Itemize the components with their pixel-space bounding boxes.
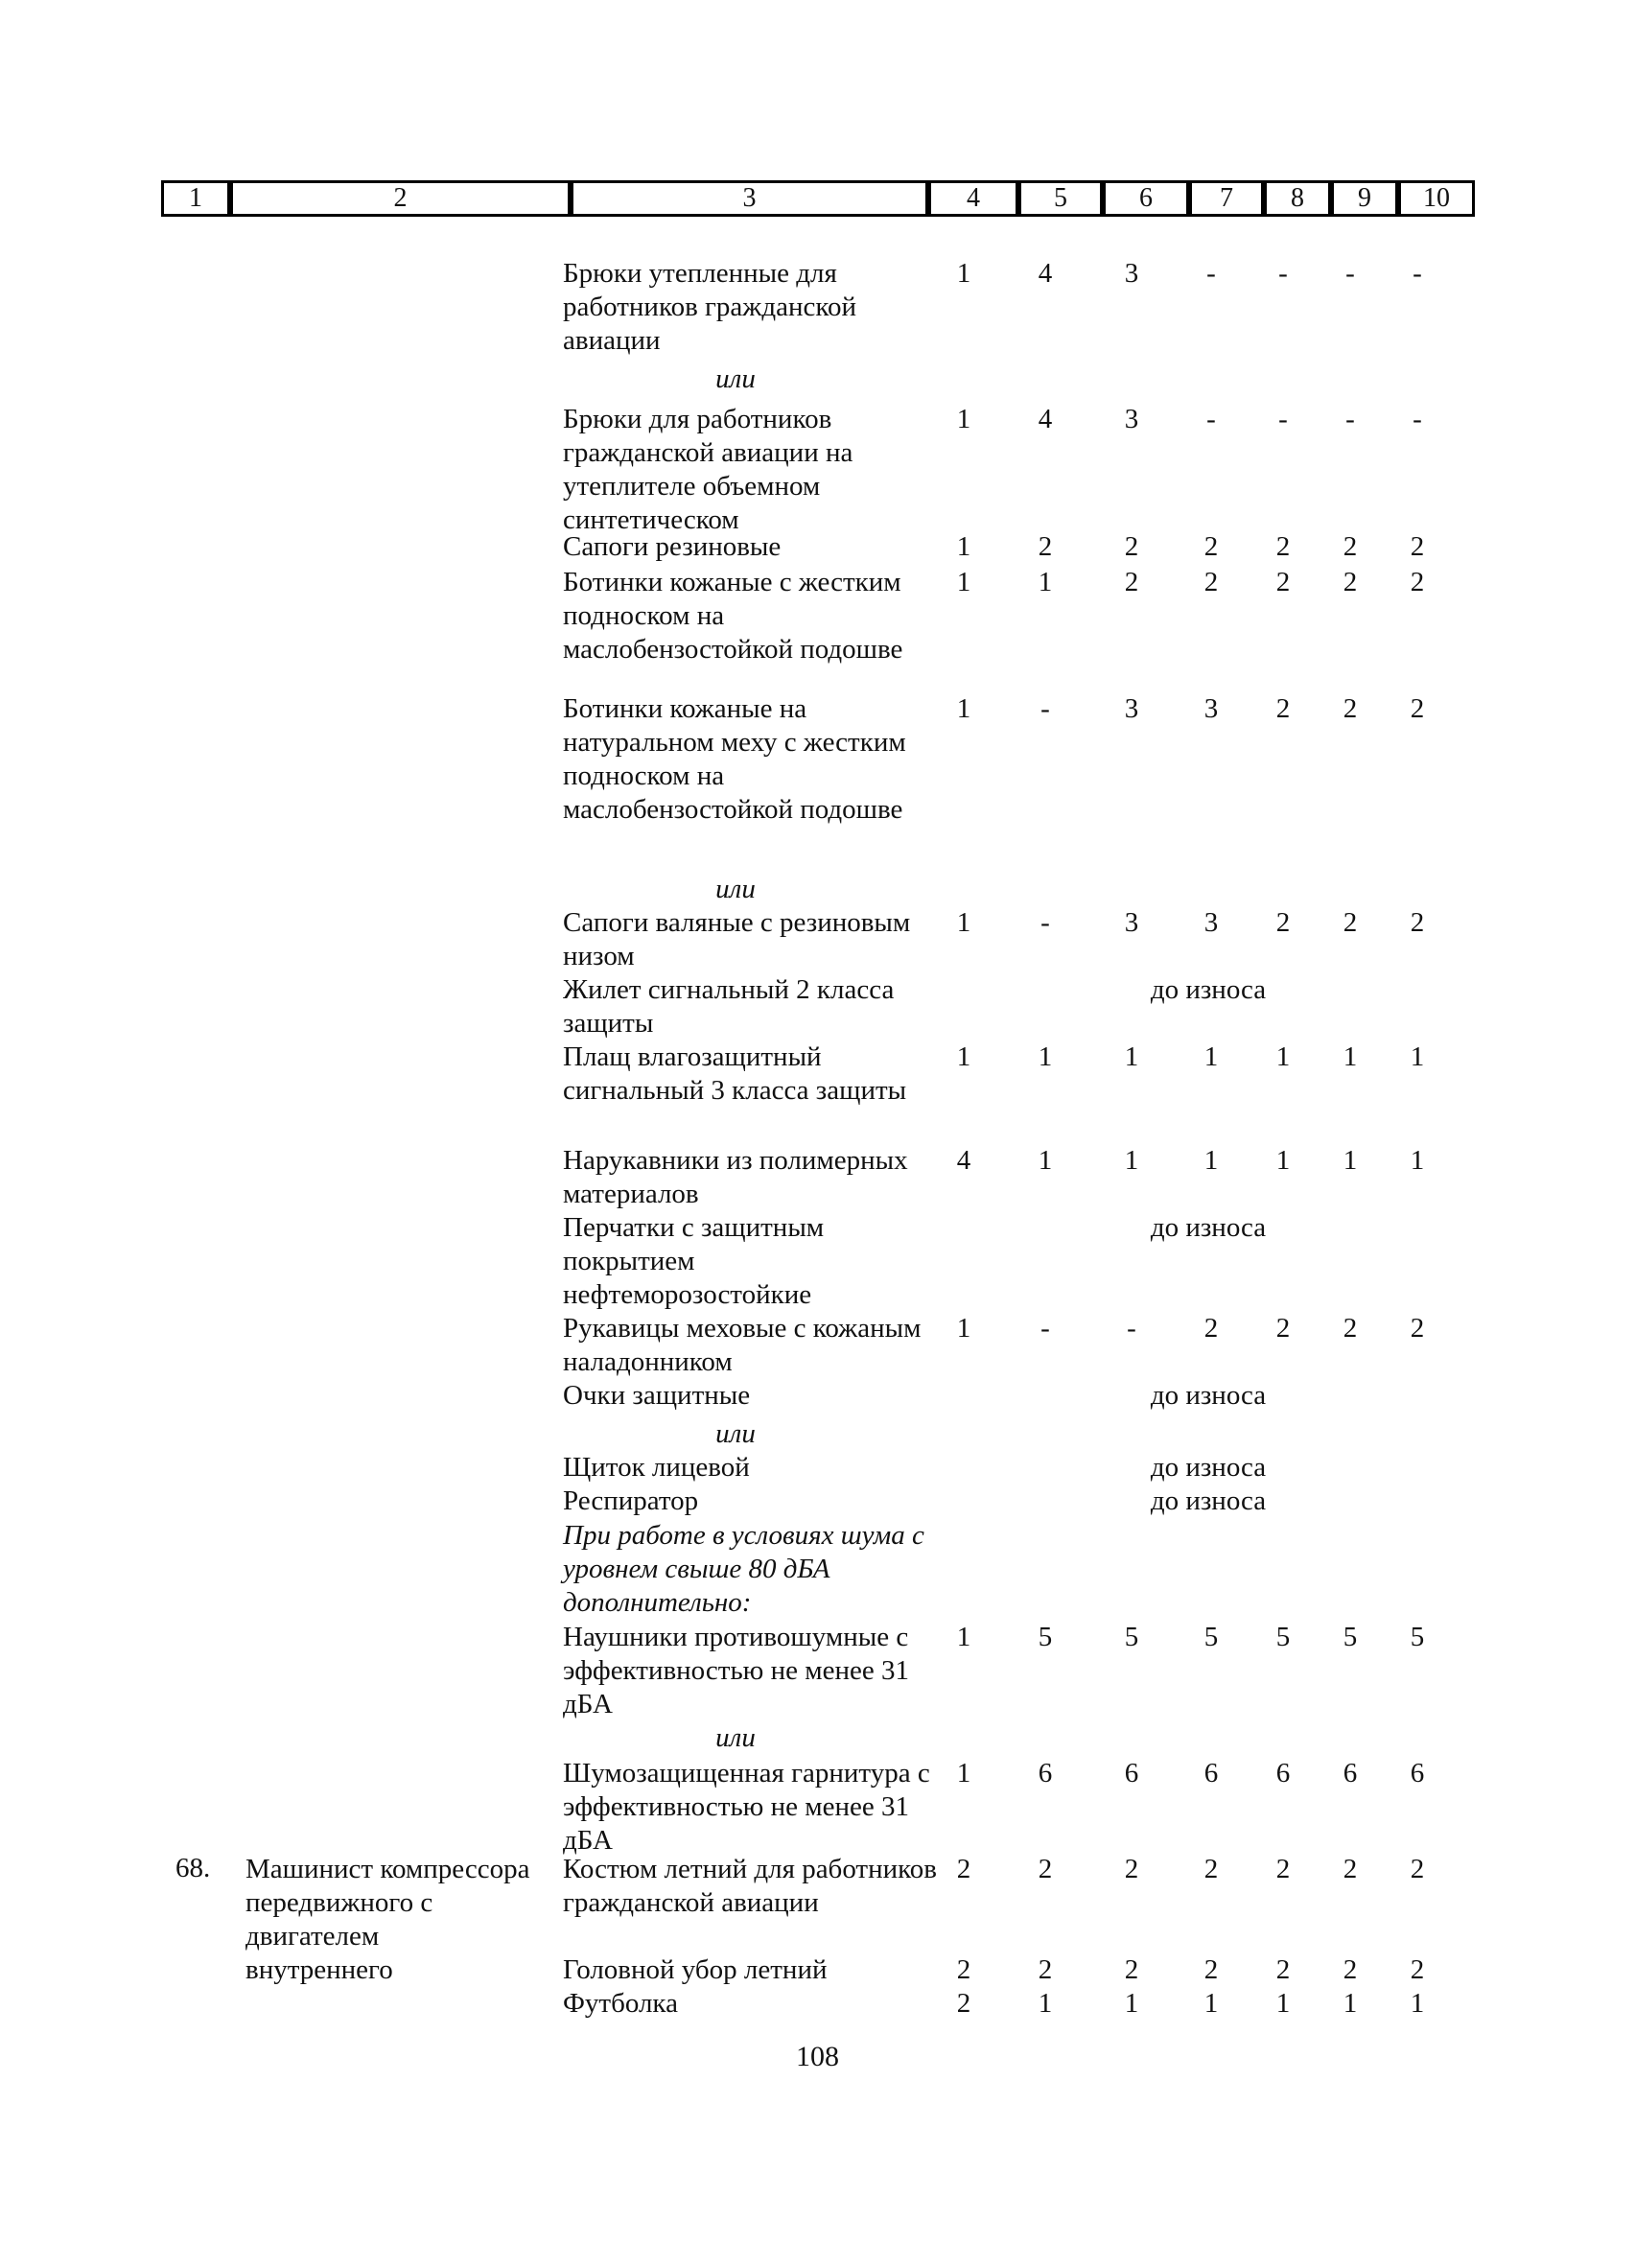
value-cell: 3 bbox=[1124, 404, 1139, 434]
value-cell: 2 bbox=[956, 1954, 971, 1985]
value-cell: 5 bbox=[1124, 1622, 1139, 1652]
value-cell: 1 bbox=[1038, 567, 1053, 597]
header-col-5: 5 bbox=[1018, 180, 1103, 217]
value-cell: 2 bbox=[1275, 567, 1291, 597]
value-cell: 2 bbox=[1410, 567, 1425, 597]
value-cell: 3 bbox=[1203, 693, 1219, 724]
value-cell: 2 bbox=[1410, 1854, 1425, 1884]
value-cell: 1 bbox=[1410, 1145, 1425, 1176]
value-cell: 1 bbox=[1343, 1988, 1358, 2019]
or-separator: или bbox=[715, 874, 756, 904]
item-name: Наушники противошумные с эффективностью не менее 31 дБА bbox=[563, 1622, 909, 1719]
value-cell: 1 bbox=[1038, 1988, 1053, 2019]
value-cell: 1 bbox=[1410, 1988, 1425, 2019]
value-cell: 2 bbox=[1124, 567, 1139, 597]
value-cell: 2 bbox=[1124, 1854, 1139, 1884]
value-cell: 2 bbox=[956, 1854, 971, 1884]
value-cell: 2 bbox=[1410, 1954, 1425, 1985]
or-separator: или bbox=[715, 1418, 756, 1449]
value-cell: 1 bbox=[956, 907, 971, 938]
value-cell: 6 bbox=[1343, 1758, 1358, 1789]
profession-name: Машинист компрессора передвижного с двигателем внутреннего bbox=[245, 1854, 530, 1985]
value-cell: 6 bbox=[1124, 1758, 1139, 1789]
page-number: 108 bbox=[796, 2041, 839, 2072]
value-cell: 1 bbox=[1124, 1145, 1139, 1176]
value-cell: - bbox=[1206, 404, 1216, 434]
value-cell: 2 bbox=[1343, 1954, 1358, 1985]
item-name: Жилет сигнальный 2 класса защиты bbox=[563, 974, 895, 1039]
value-cell: 2 bbox=[1203, 1313, 1219, 1344]
header-col-7: 7 bbox=[1189, 180, 1264, 217]
value-cell: 2 bbox=[1343, 531, 1358, 562]
value-cell: 1 bbox=[1343, 1145, 1358, 1176]
header-col-8: 8 bbox=[1264, 180, 1331, 217]
value-cell: 2 bbox=[1275, 907, 1291, 938]
or-separator: или bbox=[715, 1722, 756, 1753]
value-cell: 4 bbox=[1038, 258, 1053, 289]
value-cell: 5 bbox=[1343, 1622, 1358, 1652]
value-cell: 2 bbox=[1410, 907, 1425, 938]
value-cell: 1 bbox=[1203, 1145, 1219, 1176]
header-col-3: 3 bbox=[571, 180, 928, 217]
value-cell: - bbox=[1040, 907, 1050, 938]
value-cell: 6 bbox=[1410, 1758, 1425, 1789]
item-name: Щиток лицевой bbox=[563, 1452, 750, 1483]
item-name: Футболка bbox=[563, 1988, 678, 2019]
value-cell: 3 bbox=[1203, 907, 1219, 938]
value-cell: 1 bbox=[1124, 1041, 1139, 1072]
header-col-1: 1 bbox=[161, 180, 230, 217]
until-worn-cell: до износа bbox=[1150, 1485, 1267, 1516]
row-number: 68. bbox=[175, 1853, 211, 1883]
item-name: Очки защитные bbox=[563, 1380, 751, 1411]
value-cell: 2 bbox=[1038, 531, 1053, 562]
value-cell: 6 bbox=[1038, 1758, 1053, 1789]
item-name: Ботинки кожаные с жестким подноском на маслобензостойкой подошве bbox=[563, 567, 903, 665]
item-name: Брюки для работников гражданской авиации на утеплителе объемном синтетическом bbox=[563, 404, 853, 535]
value-cell: 3 bbox=[1124, 258, 1139, 289]
value-cell: 1 bbox=[1203, 1041, 1219, 1072]
value-cell: - bbox=[1413, 404, 1422, 434]
value-cell: 5 bbox=[1275, 1622, 1291, 1652]
value-cell: 2 bbox=[1275, 1954, 1291, 1985]
value-cell: - bbox=[1040, 1313, 1050, 1344]
header-col-4: 4 bbox=[928, 180, 1018, 217]
value-cell: 2 bbox=[1410, 693, 1425, 724]
header-col-6: 6 bbox=[1103, 180, 1189, 217]
value-cell: 1 bbox=[956, 567, 971, 597]
value-cell: 3 bbox=[1124, 907, 1139, 938]
item-name: Костюм летний для работников гражданской авиации bbox=[563, 1854, 937, 1918]
item-name: Шумозащищенная гарнитура с эффективностью не менее 31 дБА bbox=[563, 1758, 930, 1856]
value-cell: 1 bbox=[956, 404, 971, 434]
value-cell: 2 bbox=[1275, 531, 1291, 562]
value-cell: 1 bbox=[1275, 1145, 1291, 1176]
until-worn-cell: до износа bbox=[1150, 1452, 1267, 1483]
value-cell: 2 bbox=[956, 1988, 971, 2019]
value-cell: 4 bbox=[1038, 404, 1053, 434]
item-name: Рукавицы меховые с кожаным наладонником bbox=[563, 1313, 922, 1377]
until-worn-cell: до износа bbox=[1150, 1380, 1267, 1411]
value-cell: 4 bbox=[956, 1145, 971, 1176]
value-cell: 6 bbox=[1203, 1758, 1219, 1789]
value-cell: 1 bbox=[956, 1041, 971, 1072]
value-cell: 2 bbox=[1203, 1854, 1219, 1884]
value-cell: 2 bbox=[1343, 1313, 1358, 1344]
until-worn-cell: до износа bbox=[1150, 974, 1267, 1005]
or-separator: или bbox=[715, 363, 756, 394]
item-name: Респиратор bbox=[563, 1485, 699, 1516]
value-cell: 2 bbox=[1343, 907, 1358, 938]
value-cell: 2 bbox=[1343, 567, 1358, 597]
value-cell: 2 bbox=[1124, 531, 1139, 562]
value-cell: 1 bbox=[956, 1622, 971, 1652]
item-name: Брюки утепленные для работников гражданской авиации bbox=[563, 258, 856, 356]
value-cell: 6 bbox=[1275, 1758, 1291, 1789]
value-cell: 2 bbox=[1343, 1854, 1358, 1884]
value-cell: 5 bbox=[1203, 1622, 1219, 1652]
value-cell: 2 bbox=[1203, 1954, 1219, 1985]
header-col-9: 9 bbox=[1331, 180, 1398, 217]
value-cell: - bbox=[1345, 404, 1355, 434]
item-name: При работе в условиях шума с уровнем свыше 80 дБА дополнительно: bbox=[563, 1520, 924, 1618]
value-cell: - bbox=[1206, 258, 1216, 289]
table-header bbox=[0, 180, 1635, 219]
value-cell: 1 bbox=[1203, 1988, 1219, 2019]
value-cell: 1 bbox=[1275, 1041, 1291, 1072]
value-cell: 5 bbox=[1410, 1622, 1425, 1652]
value-cell: - bbox=[1345, 258, 1355, 289]
item-name: Нарукавники из полимерных материалов bbox=[563, 1145, 908, 1209]
value-cell: 1 bbox=[956, 258, 971, 289]
value-cell: 1 bbox=[1275, 1988, 1291, 2019]
value-cell: 2 bbox=[1038, 1954, 1053, 1985]
value-cell: - bbox=[1278, 404, 1288, 434]
value-cell: 2 bbox=[1410, 1313, 1425, 1344]
item-name: Перчатки с защитным покрытием нефтеморозостойкие bbox=[563, 1212, 825, 1310]
value-cell: 1 bbox=[1124, 1988, 1139, 2019]
value-cell: 5 bbox=[1038, 1622, 1053, 1652]
value-cell: 1 bbox=[956, 531, 971, 562]
value-cell: 1 bbox=[1038, 1145, 1053, 1176]
value-cell: 2 bbox=[1203, 531, 1219, 562]
value-cell: 2 bbox=[1275, 693, 1291, 724]
header-col-2: 2 bbox=[230, 180, 571, 217]
value-cell: 1 bbox=[1410, 1041, 1425, 1072]
item-name: Ботинки кожаные на натуральном меху с жестким подноском на маслобензостойкой подошве bbox=[563, 693, 906, 825]
item-name: Плащ влагозащитный сигнальный 3 класса защиты bbox=[563, 1041, 907, 1106]
value-cell: 1 bbox=[1038, 1041, 1053, 1072]
value-cell: 2 bbox=[1343, 693, 1358, 724]
until-worn-cell: до износа bbox=[1150, 1212, 1267, 1243]
value-cell: 1 bbox=[956, 693, 971, 724]
value-cell: 2 bbox=[1038, 1854, 1053, 1884]
value-cell: 1 bbox=[956, 1758, 971, 1789]
value-cell: 2 bbox=[1203, 567, 1219, 597]
value-cell: 2 bbox=[1275, 1313, 1291, 1344]
value-cell: 2 bbox=[1410, 531, 1425, 562]
value-cell: - bbox=[1127, 1313, 1136, 1344]
value-cell: 2 bbox=[1124, 1954, 1139, 1985]
value-cell: - bbox=[1413, 258, 1422, 289]
value-cell: 1 bbox=[1343, 1041, 1358, 1072]
item-name: Сапоги валяные с резиновым низом bbox=[563, 907, 911, 971]
item-name: Головной убор летний bbox=[563, 1954, 828, 1985]
value-cell: - bbox=[1040, 693, 1050, 724]
value-cell: - bbox=[1278, 258, 1288, 289]
value-cell: 1 bbox=[956, 1313, 971, 1344]
value-cell: 2 bbox=[1275, 1854, 1291, 1884]
value-cell: 3 bbox=[1124, 693, 1139, 724]
item-name: Сапоги резиновые bbox=[563, 531, 782, 562]
header-col-10: 10 bbox=[1398, 180, 1475, 217]
